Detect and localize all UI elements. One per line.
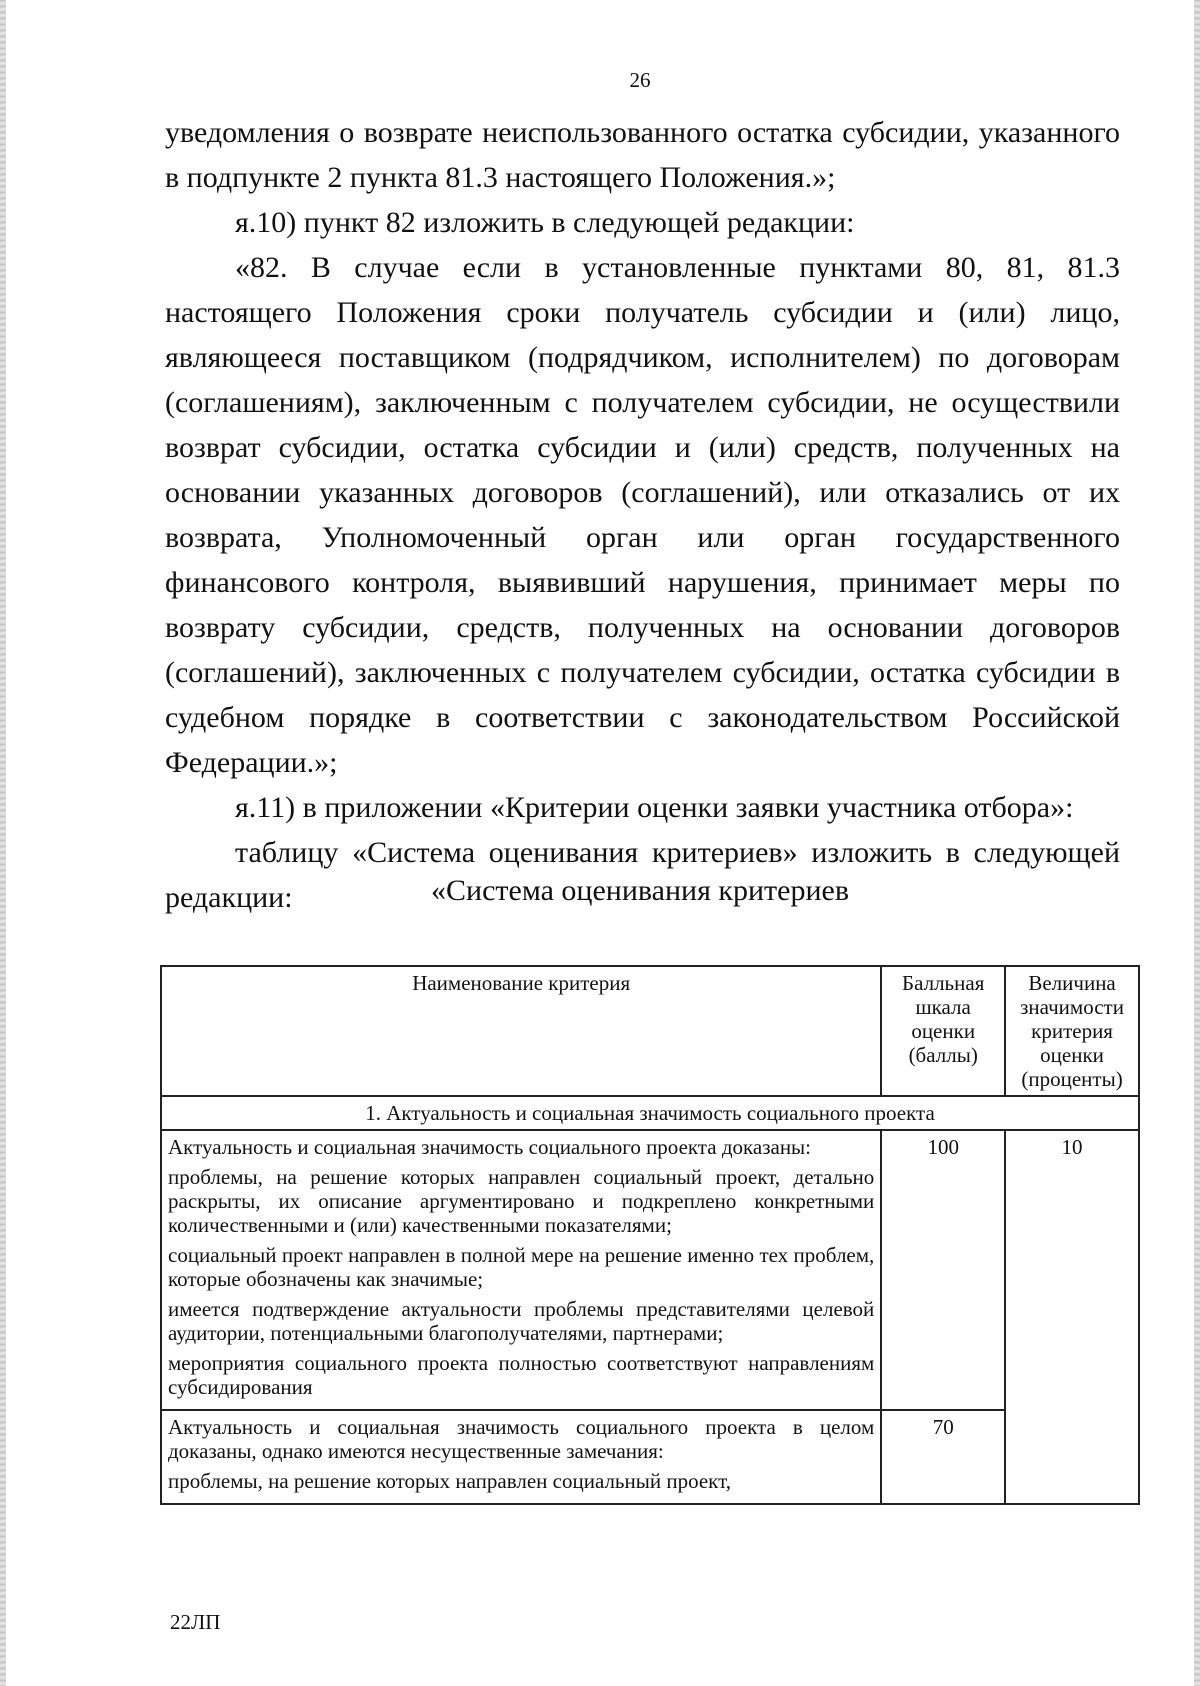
table-title: «Система оценивания критериев (431, 874, 849, 907)
criterion-weight: 10 (1005, 1130, 1139, 1504)
criterion-description (161, 1130, 881, 1410)
paragraph-4: я.11) в приложении «Критерии оценки заявки участника отбора»: (235, 791, 1074, 824)
criterion-text: Актуальность и социальная значимость социального проекта доказаны: (168, 1135, 812, 1159)
scan-edge-left (0, 0, 6, 1686)
header-score-scale: Балльная шкала оценки (баллы) (881, 966, 1005, 1096)
table-row (161, 1410, 1139, 1504)
page-number: 26 (629, 68, 651, 92)
criterion-text: проблемы, на решение которых направлен социальный проект, (168, 1469, 731, 1493)
scan-edge-right (1194, 0, 1200, 1686)
header-criterion-name: Наименование критерия (161, 966, 881, 1096)
criterion-text: мероприятия социального проекта полностью соответствуют направлениям субсидирования (168, 1351, 875, 1399)
header-weight: Величина значимости критерия оценки (проценты) (1005, 966, 1139, 1096)
criteria-table (160, 965, 1140, 1505)
paragraph-3: «82. В случае если в установленные пунктами 80, 81, 81.3 настоящего Положения сроки получатель субсидии и (или) лицо, являющееся поставщиком (подрядчиком, исполнителем) по договорам (соглашениям), заключенным с получателем субсидии, не осуществили возврат субсидии, остатка субсидии и (или) средств, полученных на основании указанных договоров (соглашений), или отказались от их возврата, Уполномоченный орган или орган государственного финансового контроля, выявивший нарушения, принимает меры по возврату субсидии, средств, полученных на основании договоров (соглашений), заключенных с получателем субсидии, остатка субсидии в судебном порядке в соответствии с законодательством Российской Федерации.»; (165, 251, 1120, 779)
body-text (165, 110, 1120, 920)
criterion-text: проблемы, на решение которых направлен социальный проект, детально раскрыты, их описание аргументировано и подкреплено конкретными количественными и (или) качественными показателями; (168, 1165, 875, 1237)
criterion-score: 100 (881, 1130, 1005, 1410)
criterion-description (161, 1410, 881, 1504)
table-header-row (161, 966, 1139, 1096)
paragraph-1: уведомления о возврате неиспользованного остатка субсидии, указанного в подпункте 2 пункта 81.3 настоящего Положения.»; (165, 116, 1120, 194)
table-row (161, 1130, 1139, 1410)
paragraph-5: таблицу «Система оценивания критериев» изложить в следующей редакции: (165, 836, 1120, 914)
criterion-text: имеется подтверждение актуальности проблемы представителями целевой аудитории, потенциальными благополучателями, партнерами; (168, 1297, 875, 1345)
criterion-score: 70 (881, 1410, 1005, 1504)
criterion-text: социальный проект направлен в полной мере на решение именно тех проблем, которые обозначены как значимые; (168, 1243, 875, 1291)
document-code: 22ЛП (170, 1610, 221, 1634)
section-row (161, 1096, 1139, 1130)
section-title: 1. Актуальность и социальная значимость социального проекта (161, 1096, 1139, 1130)
paragraph-2: я.10) пункт 82 изложить в следующей редакции: (235, 206, 855, 239)
criterion-text: Актуальность и социальная значимость социального проекта в целом доказаны, однако имеются несущественные замечания: (168, 1415, 875, 1463)
